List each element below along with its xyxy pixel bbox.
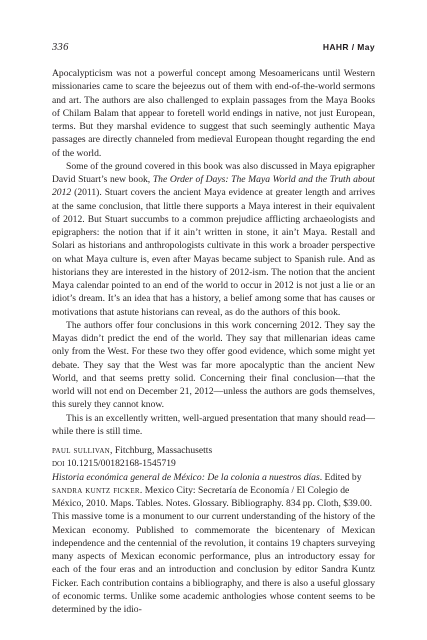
reviewed-book-title: Historia económica general de México: De la colonia a nuestros días (52, 471, 320, 483)
reviewer-location: , Fitchburg, Massachusetts (110, 445, 213, 456)
reviewer-line (52, 444, 375, 457)
running-head (52, 42, 375, 54)
book-citation-heading (52, 471, 375, 511)
edited-by-text: . Edited by (319, 471, 362, 483)
reviewer-signature (52, 444, 375, 471)
review-text-column (52, 67, 375, 616)
page-number: 336 (52, 42, 69, 53)
publication-details: . Mexico City: Secretaría de Economía / El Colegio de México, 2010. Maps. Tables. Notes. Glossary. Bibliography. 834 pp. Cloth, $39.00. (52, 484, 373, 509)
paragraph-stuart-comparison (52, 160, 375, 319)
editor-name: sandra kuntz ficker (52, 484, 140, 496)
paragraph-text: Some of the ground covered in this book was also discussed in Maya epigrapher David Stuart’s new book, (52, 160, 375, 185)
paragraph-text: (2011). Stuart covers the ancient Maya evidence at greater length and arrives at the same conclusion, that little there supports a Maya interest in their equivalent of 2012. But Stuart succumbs to a common prejudice afflicting archaeologists and epigraphers: the notion that if it ain’t written in stone, it ain’t Maya. Restall and Solari as historians and anthropologists cultivate in this work a broader perspective on what Maya culture is, even after Mayas became subject to Spanish rule. And as historians they are interested in the history of 2012-ism. The notion that the ancient Maya calendar pointed to an end of the world to occur in 2012 is not just a lie or an idiot’s dream. It’s an idea that has a history, a belief among some that has causes or motivations that astute historians can reveal, as do the authors of this book. (52, 187, 375, 318)
paragraph-apocalypticism: Apocalypticism was not a powerful concept among Mesoamericans until Western missionaries came to scare the bejeezus out of them with end-of-the-world sermons and art. The authors are also challenged to explain passages from the Maya Books of Chilam Balam that appear to foretell world endings in native, not just European, terms. But they marshal evidence to suggest that such seemingly authentic Maya passages are directly channeled from medieval European thought regarding the end of the world. (52, 68, 375, 159)
paragraph-four-conclusions: The authors offer four conclusions in this work concerning 2012. They say the Mayas didn’t predict the end of the world. They say that millenarian ideas came only from the West. For these two they offer good evidence, which some might yet debate. They say that the West was far more apocalyptic than the ancient New World, and that seems pretty solid. Concerning their final conclusion—that the world will not end on December 21, 2012—unless the authors are gods themselves, this surely they cannot know. (52, 319, 375, 411)
paragraph-closing: This is an excellently written, well-argued presentation that many should read—while there is still time. (52, 412, 375, 437)
reviewer-name: paul sullivan (52, 445, 111, 456)
cited-book-title: The Order of Days: The Maya World and the Truth about 2012 (52, 174, 375, 199)
journal-running-title: HAHR / May (322, 42, 375, 52)
paragraph-massive-tome: This massive tome is a monument to our current understanding of the history of the Mexican economy. Published to commemorate the bicentenary of Mexican independence and the centennial of the revolution, it contains 19 chapters surveying many aspects of Mexican economic performance, plus an introductory essay for each of the four eras and an introduction and conclusion by editor Sandra Kuntz Ficker. Each contribution contains a bibliography, and there is also a useful glossary of economic terms. Unlike some academic anthologies whose content seems to be determined by the idio- (52, 511, 375, 615)
doi-line: doi 10.1215/00182168-1545719 (52, 458, 176, 470)
